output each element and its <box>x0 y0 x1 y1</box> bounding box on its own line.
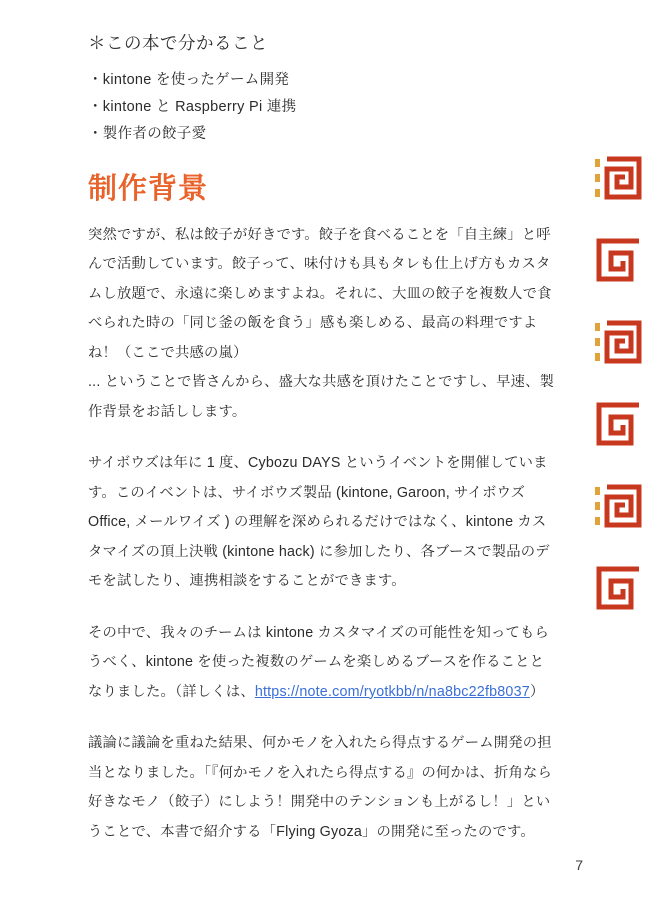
page-number: 7 <box>575 857 583 873</box>
body-paragraph: 突然ですが、私は餃子が好きです。餃子を食べることを「自主練」と呼んで活動しています。餃子って、味付けも具もタレも仕上げ方もカスタムし放題で、永遠に楽しめますよね。それに、大皿の餃子を複数人で食べられた時の「同じ釜の飯を食う」感も楽しめる、最高の料理ですよね！（ここで共感の嵐） <box>88 226 552 361</box>
summary-heading: ＊この本で分かること <box>88 33 268 53</box>
note-article-link[interactable]: https://note.com/ryotkbb/n/na8bc22fb8037 <box>254 683 530 700</box>
paragraph-text-after-link: ） <box>529 683 545 700</box>
section-title: 制作背景 <box>88 173 209 205</box>
spiral-ornament-icon <box>593 237 645 283</box>
spiral-ornament-icon <box>593 483 645 529</box>
spiral-ornament-icon <box>593 155 645 201</box>
spiral-ornament-icon <box>593 565 645 611</box>
summary-bullet-list <box>88 67 558 148</box>
spiral-ornament-icon <box>593 401 645 447</box>
page-content <box>88 30 558 869</box>
ornament-column <box>593 155 653 611</box>
paragraph-text-before-link: その中で、我々のチームは kintone カスタマイズの可能性を知ってもらうべく、kintone を使った複数のゲームを楽しめるブースを作ることとなりました。（詳しくは、 <box>88 624 550 700</box>
body-paragraph: ... ということで皆さんから、盛大な共感を頂けたことですし、早速、製作背景をお話しします。 <box>88 374 555 420</box>
list-item: ・kintone と Raspberry Pi 連携 <box>88 99 297 115</box>
body-paragraph-with-link <box>88 619 558 708</box>
body-paragraph: サイボウズは年に 1 度、Cybozu DAYS というイベントを開催しています。このイベントは、サイボウズ製品 (kintone, Garoon, サイボウズ Office, メールワイズ ) の理解を深められるだけではなく、kintone カスタマイズの頂上決戦 (kintone hack) に参加したり、各ブースで製品のデモを試したり、連携相談をすることができます。 <box>88 455 550 590</box>
body-paragraph: 議論に議論を重ねた結果、何かモノを入れたら得点するゲーム開発の担当となりました。「『何かモノを入れたら得点する』の何かは、折角なら好きなモノ（餃子）にしよう！開発中のテンションも上がるし！」ということで、本書で紹介する「Flying Gyoza」の開発に至ったのです。 <box>88 735 552 840</box>
spiral-ornament-icon <box>593 319 645 365</box>
list-item: ・kintone を使ったゲーム開発 <box>88 72 290 88</box>
list-item: ・製作者の餃子愛 <box>88 126 207 142</box>
